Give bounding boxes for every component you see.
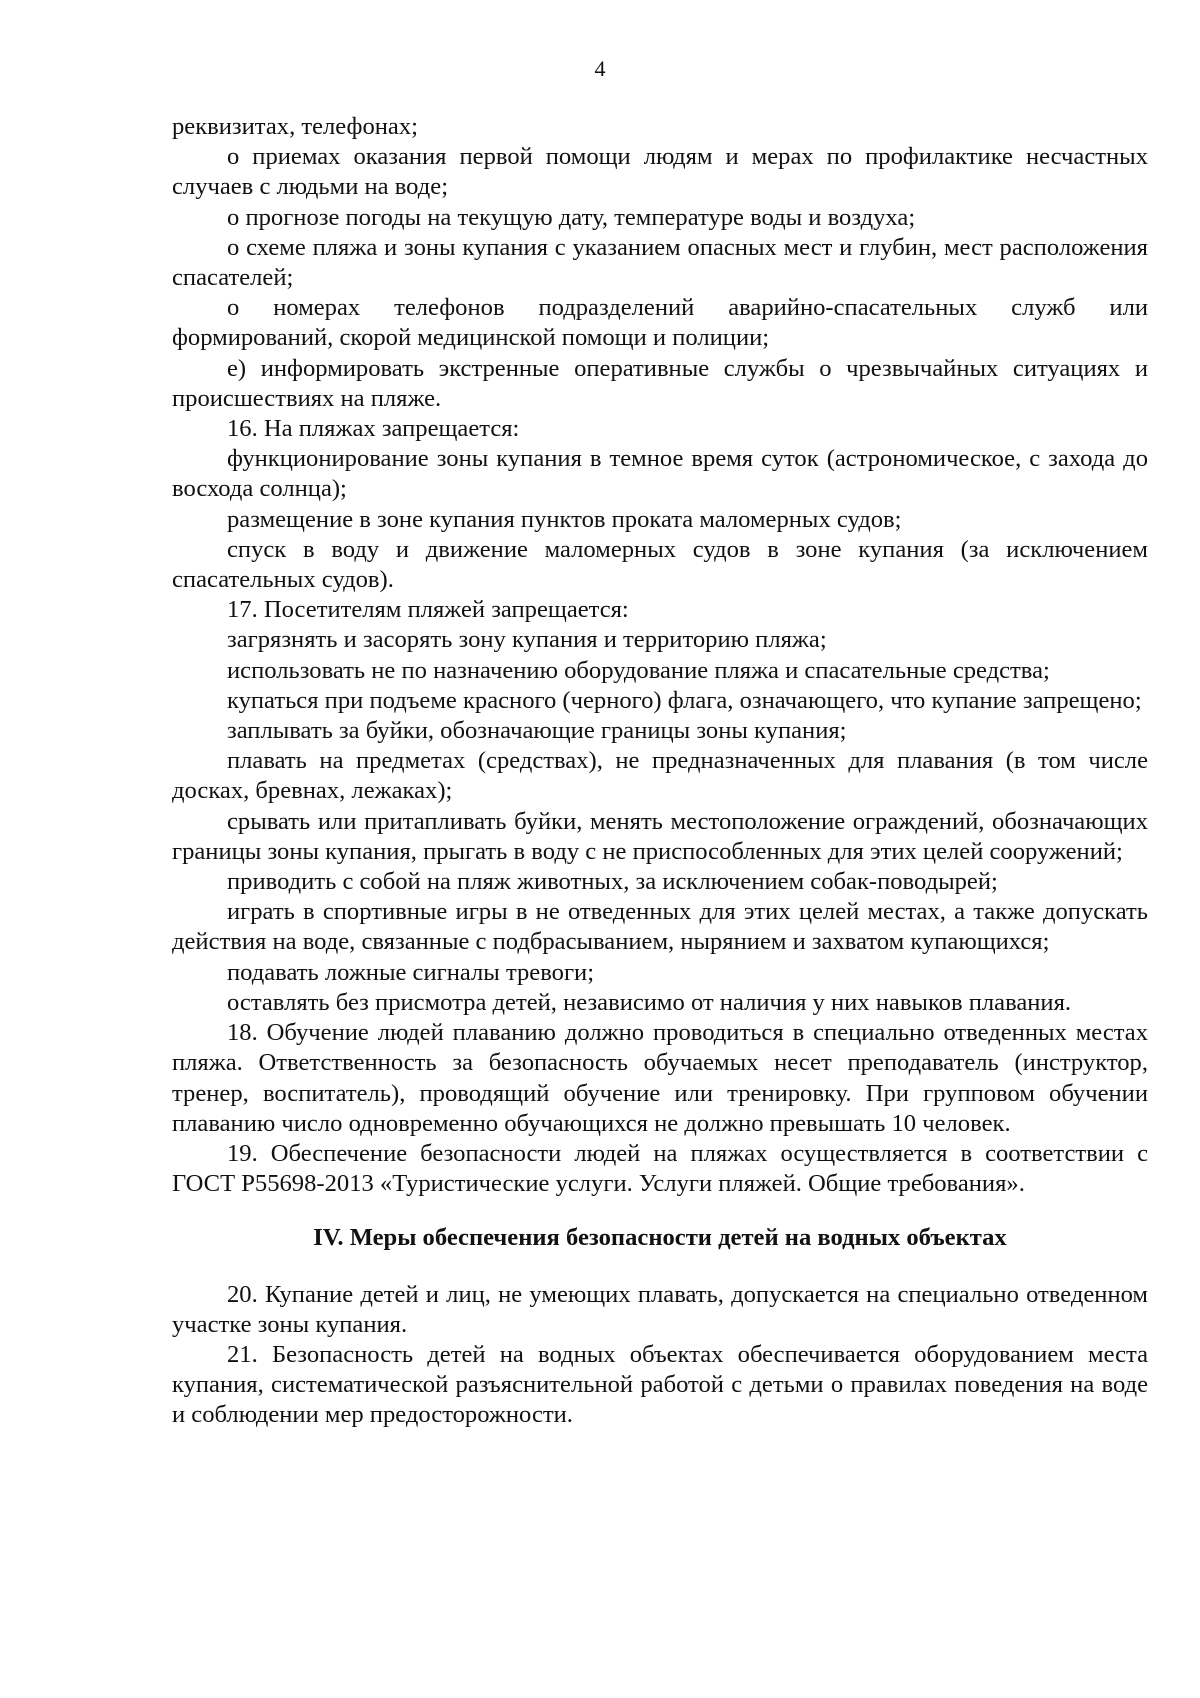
paragraph: играть в спортивные игры в не отведенных для этих целей местах, а также допускать действия на воде, связанные с подбрасыванием, нырянием и захватом купающихся; — [172, 898, 1148, 956]
paragraph: размещение в зоне купания пунктов проката маломерных судов; — [227, 505, 902, 533]
paragraph: загрязнять и засорять зону купания и территорию пляжа; — [227, 626, 827, 654]
paragraph: о схеме пляжа и зоны купания с указанием опасных мест и глубин, мест расположения спасателей; — [172, 233, 1148, 292]
paragraph: срывать или притапливать буйки, менять местоположение ограждений, обозначающих границы зоны купания, прыгать в воду с не приспособленных для этих целей сооружений; — [172, 807, 1148, 865]
paragraph: о прогнозе погоды на текущую дату, температуре воды и воздуха; — [227, 203, 916, 231]
document-body — [172, 112, 1148, 1431]
paragraphs-before — [172, 112, 1148, 1199]
paragraph: купаться при подъеме красного (черного) флага, означающего, что купание запрещено; — [227, 686, 1142, 714]
paragraph: 16. На пляжах запрещается: — [227, 415, 520, 443]
paragraph: оставлять без присмотра детей, независимо от наличия у них навыков плавания. — [227, 988, 1072, 1016]
paragraph: реквизитах, телефонах; — [172, 113, 418, 140]
paragraph: 21. Безопасность детей на водных объектах обеспечивается оборудованием места купания, систематической разъяснительной работой с детьми о правилах поведения на воде и соблюдении мер предосторожности. — [172, 1340, 1148, 1429]
paragraph: 17. Посетителям пляжей запрещается: — [227, 596, 629, 624]
paragraph: о номерах телефонов подразделений аварийно-спасательных служб или формирований, скорой медицинской помощи и полиции; — [172, 294, 1148, 352]
paragraph: подавать ложные сигналы тревоги; — [227, 958, 595, 986]
paragraphs-after — [172, 1280, 1148, 1431]
paragraph: 19. Обеспечение безопасности людей на пляжах осуществляется в соответствии с ГОСТ Р55698-2013 «Туристические услуги. Услуги пляжей. Общие требования». — [172, 1139, 1148, 1198]
paragraph: использовать не по назначению оборудование пляжа и спасательные средства; — [227, 656, 1050, 684]
paragraph: приводить с собой на пляж животных, за исключением собак-поводырей; — [227, 868, 998, 896]
paragraph: 20. Купание детей и лиц, не умеющих плавать, допускается на специально отведенном участке зоны купания. — [172, 1280, 1148, 1338]
paragraph: плавать на предметах (средствах), не предназначенных для плавания (в том числе досках, бревнах, лежаках); — [172, 747, 1148, 805]
paragraph: функционирование зоны купания в темное время суток (астрономическое, с захода до восхода солнца); — [172, 445, 1148, 503]
paragraph: е) информировать экстренные оперативные службы о чрезвычайных ситуациях и происшествиях на пляже. — [172, 354, 1148, 412]
paragraph: о приемах оказания первой помощи людям и мерах по профилактике несчастных случаев с людьми на воде; — [172, 143, 1148, 201]
section-heading: IV. Меры обеспечения безопасности детей на водных объектах — [313, 1224, 1007, 1252]
paragraph: заплывать за буйки, обозначающие границы зоны купания; — [227, 717, 847, 745]
page-number: 4 — [594, 56, 606, 81]
paragraph: спуск в воду и движение маломерных судов в зоне купания (за исключением спасательных судов). — [172, 535, 1148, 594]
paragraph: 18. Обучение людей плаванию должно проводиться в специально отведенных местах пляжа. Ответственность за безопасность обучаемых несет преподаватель (инструктор, тренер, воспитатель), проводящий обучение или тренировку. При групповом обучении плаванию число одновременно обучающихся не должно превышать 10 человек. — [172, 1019, 1148, 1137]
